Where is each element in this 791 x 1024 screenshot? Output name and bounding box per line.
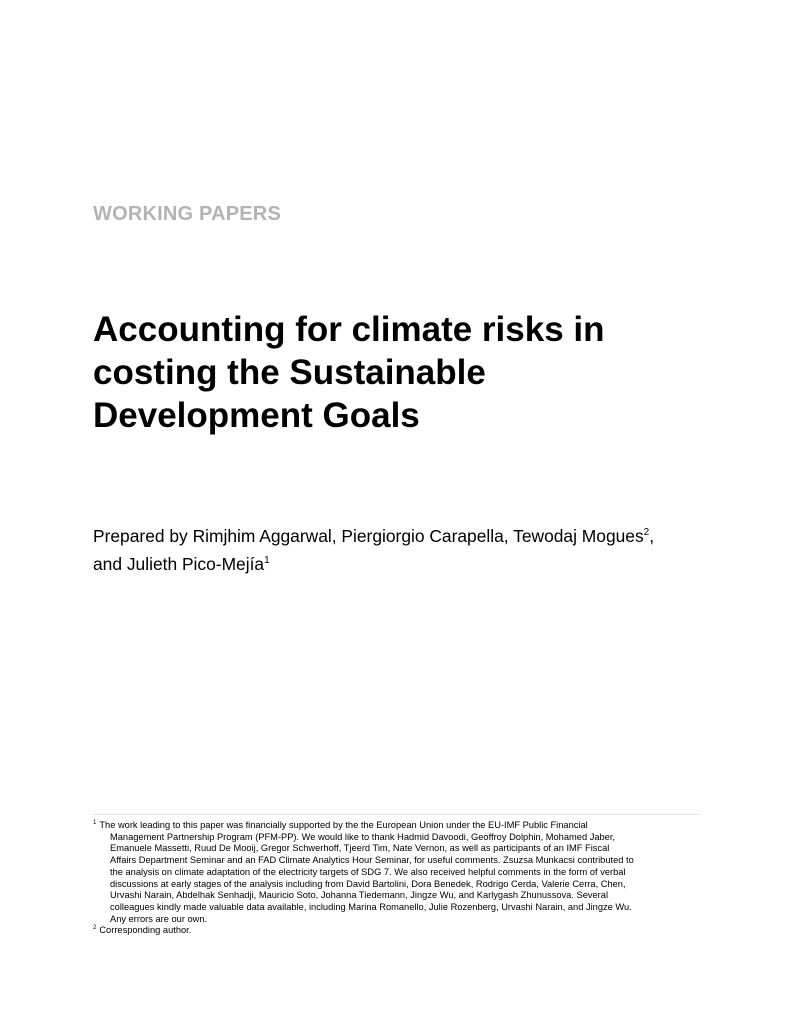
author-list	[93, 522, 743, 578]
footnote-text: Corresponding author.	[99, 925, 192, 936]
footnote-mark: 1	[93, 819, 97, 826]
footnote-marker: 1	[264, 555, 270, 567]
author-text: Prepared by Rimjhim Aggarwal, Piergiorgio Carapella, Tewodaj Mogues	[93, 526, 644, 546]
footnotes	[93, 820, 705, 937]
footnote-line	[93, 820, 705, 832]
title-line: Accounting for climate risks in	[93, 310, 605, 349]
footnote-divider	[93, 814, 700, 815]
footnote-line: discussions at early stages of the analysis including from David Bartolini, Dora Benedek, Rodrigo Cerda, Valerie Cerra, Chen,	[110, 878, 626, 889]
footnote-mark: 2	[93, 925, 97, 932]
footnote-line	[93, 925, 705, 937]
footnote-line: colleagues kindly made valuable data available, including Marina Romanello, Julie Rozenberg, Urvashi Narain, and Jingze Wu.	[110, 901, 632, 912]
footnote-text: The work leading to this paper was financially supported by the the European Union under the EU-IMF Public Financial	[99, 820, 588, 830]
footnote-marker: 2	[643, 527, 650, 539]
author-text: and Julieth Pico-Mejía	[93, 554, 265, 574]
title-line: Development Goals	[93, 396, 420, 435]
author-line	[93, 522, 743, 550]
footnote-line: Urvashi Narain, Abdelhak Senhadji, Mauricio Soto, Johanna Tiedemann, Jingze Wu, and Karlygash Zhunussova. Several	[110, 890, 609, 901]
title-line: costing the Sustainable	[93, 353, 486, 392]
footnote-2	[93, 925, 705, 937]
footnote-1	[93, 820, 705, 925]
footnote-line: Emanuele Massetti, Ruud De Mooij, Gregor Schwerhoff, Tjeerd Tim, Nate Vernon, as well as participants of an IMF Fiscal	[110, 843, 610, 854]
footnote-line: Any errors are our own.	[110, 913, 208, 924]
footnote-line: Management Partnership Program (PFM-PP). We would like to thank Hadmid Davoodi, Geoffroy Dolphin, Mohamed Jaber,	[110, 831, 616, 842]
author-line	[93, 550, 743, 578]
series-label: WORKING PAPERS	[93, 203, 281, 225]
footnote-line: Affairs Department Seminar and an FAD Climate Analytics Hour Seminar, for useful comments. Zsuzsa Munkacsi contributed to	[110, 855, 634, 866]
paper-title	[93, 308, 733, 437]
footnote-line: the analysis on climate adaptation of the electricity targets of SDG 7. We also received helpful comments in the form of verbal	[110, 866, 626, 877]
author-punct: ,	[649, 526, 655, 546]
